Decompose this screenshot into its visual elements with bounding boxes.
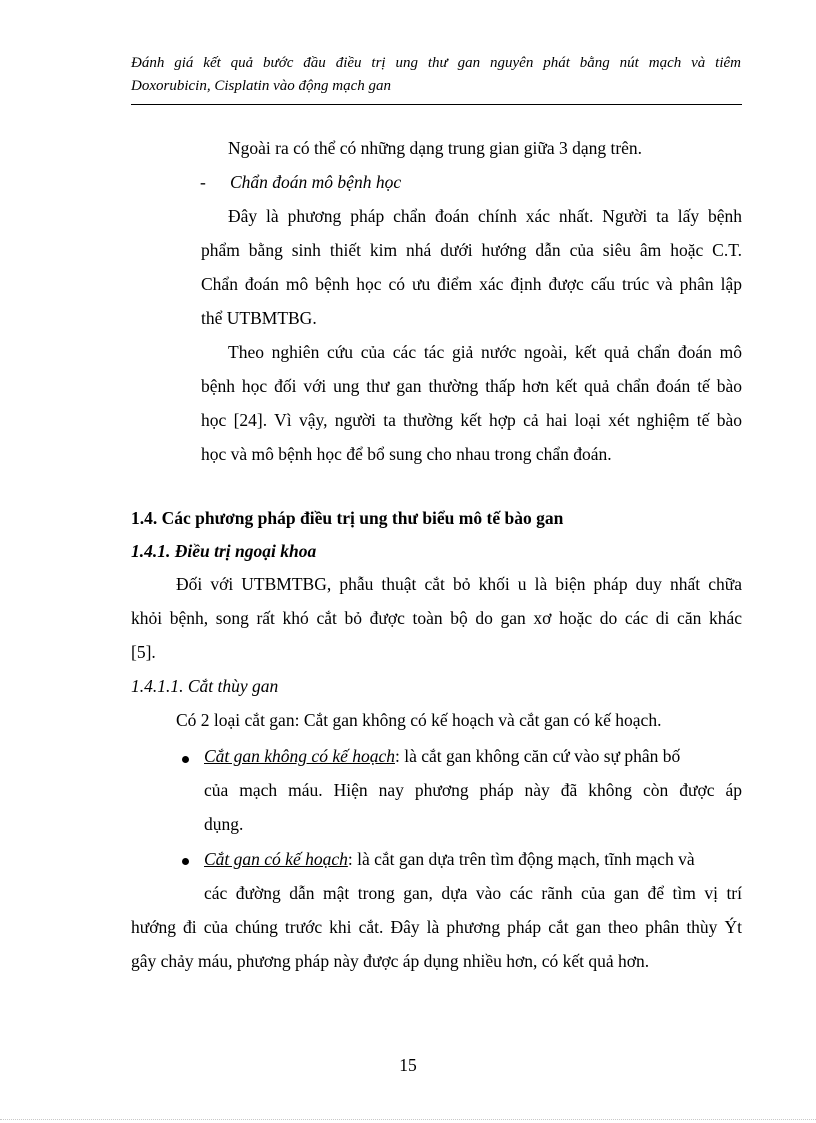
header-line-2: Doxorubicin, Cisplatin vào động mạch gan [131,78,391,94]
bullet-1-rest: : là cắt gan không căn cứ vào sự phân bố [395,746,681,766]
bullet-2-term: Cắt gan có kế hoạch [204,849,348,869]
bullet-2-line-4: gây chảy máu, phương pháp này được áp dụng nhiều hơn, có kết quả hơn. [131,951,650,971]
bullet-1-line-3: dụng. [204,814,244,834]
paragraph-surgery-line-2: khỏi bệnh, song rất khó cắt bỏ được toàn bộ do gan xơ hoặc do các di căn khác [131,608,742,628]
bullet-icon [182,858,189,865]
paragraph-histo-1-line-3: Chẩn đoán mô bệnh học có ưu điểm xác định được cấu trúc và phân lập [201,274,742,294]
paragraph-histo-2-line-4: học và mô bệnh học để bổ sung cho nhau trong chẩn đoán. [201,444,612,464]
paragraph-histo-2-line-1: Theo nghiên cứu của các tác giả nước ngoài, kết quả chẩn đoán mô [228,342,742,362]
paragraph-histo-1-line-4: thể UTBMTBG. [201,308,317,328]
bullet-1-term: Cắt gan không có kế hoạch [204,746,395,766]
bullet-2-line-1 [204,849,695,870]
bullet-1-line-2: của mạch máu. Hiện nay phương pháp này đã không còn được áp [204,780,742,800]
paragraph-histo-1-line-2: phẩm bằng sinh thiết kim nhá dưới hướng dẫn của siêu âm hoặc C.T. [201,240,742,260]
paragraph-intermediate-forms: Ngoài ra có thể có những dạng trung gian giữa 3 dạng trên. [228,138,643,158]
page-boundary [0,1119,816,1120]
list-dash: - [200,172,206,192]
paragraph-surgery-line-1: Đối với UTBMTBG, phẫu thuật cắt bỏ khối u là biện pháp duy nhất chữa [176,574,742,594]
bullet-2-line-2: các đường dẫn mật trong gan, dựa vào các rãnh của gan để tìm vị trí [204,883,742,903]
paragraph-histo-1-line-1: Đây là phương pháp chẩn đoán chính xác nhất. Người ta lấy bệnh [228,206,742,226]
bullet-2-rest: : là cắt gan dựa trên tìm động mạch, tĩnh mạch và [347,849,695,869]
page-number: 15 [399,1055,417,1075]
section-heading-1-4-1: 1.4.1. Điều trị ngoại khoa [131,541,317,561]
section-heading-1-4-1-1: 1.4.1.1. Cắt thùy gan [131,676,279,696]
running-header [131,52,741,98]
bullet-1-line-1 [204,746,742,767]
section-heading-1-4: 1.4. Các phương pháp điều trị ung thư biểu mô tế bào gan [131,508,564,528]
bullet-icon [182,756,189,763]
paragraph-two-types: Có 2 loại cắt gan: Cắt gan không có kế hoạch và cắt gan có kế hoạch. [176,710,662,730]
paragraph-histo-2-line-2: bệnh học đối với ung thư gan thường thấp hơn kết quả chẩn đoán tế bào [201,376,742,396]
bullet-2-line-3: hướng đi của chúng trước khi cắt. Đây là phương pháp cắt gan theo phân thùy Ýt [131,917,742,937]
header-rule [131,104,742,105]
header-line-1: Đánh giá kết quả bước đầu điều trị ung thư gan nguyên phát bằng nút mạch và tiêm [131,55,741,71]
subheading-histopathology: Chẩn đoán mô bệnh học [230,172,402,192]
paragraph-surgery-line-3: [5]. [131,642,156,662]
paragraph-histo-2-line-3: học [24]. Vì vậy, người ta thường kết hợp cả hai loại xét nghiệm tế bào [201,410,742,430]
